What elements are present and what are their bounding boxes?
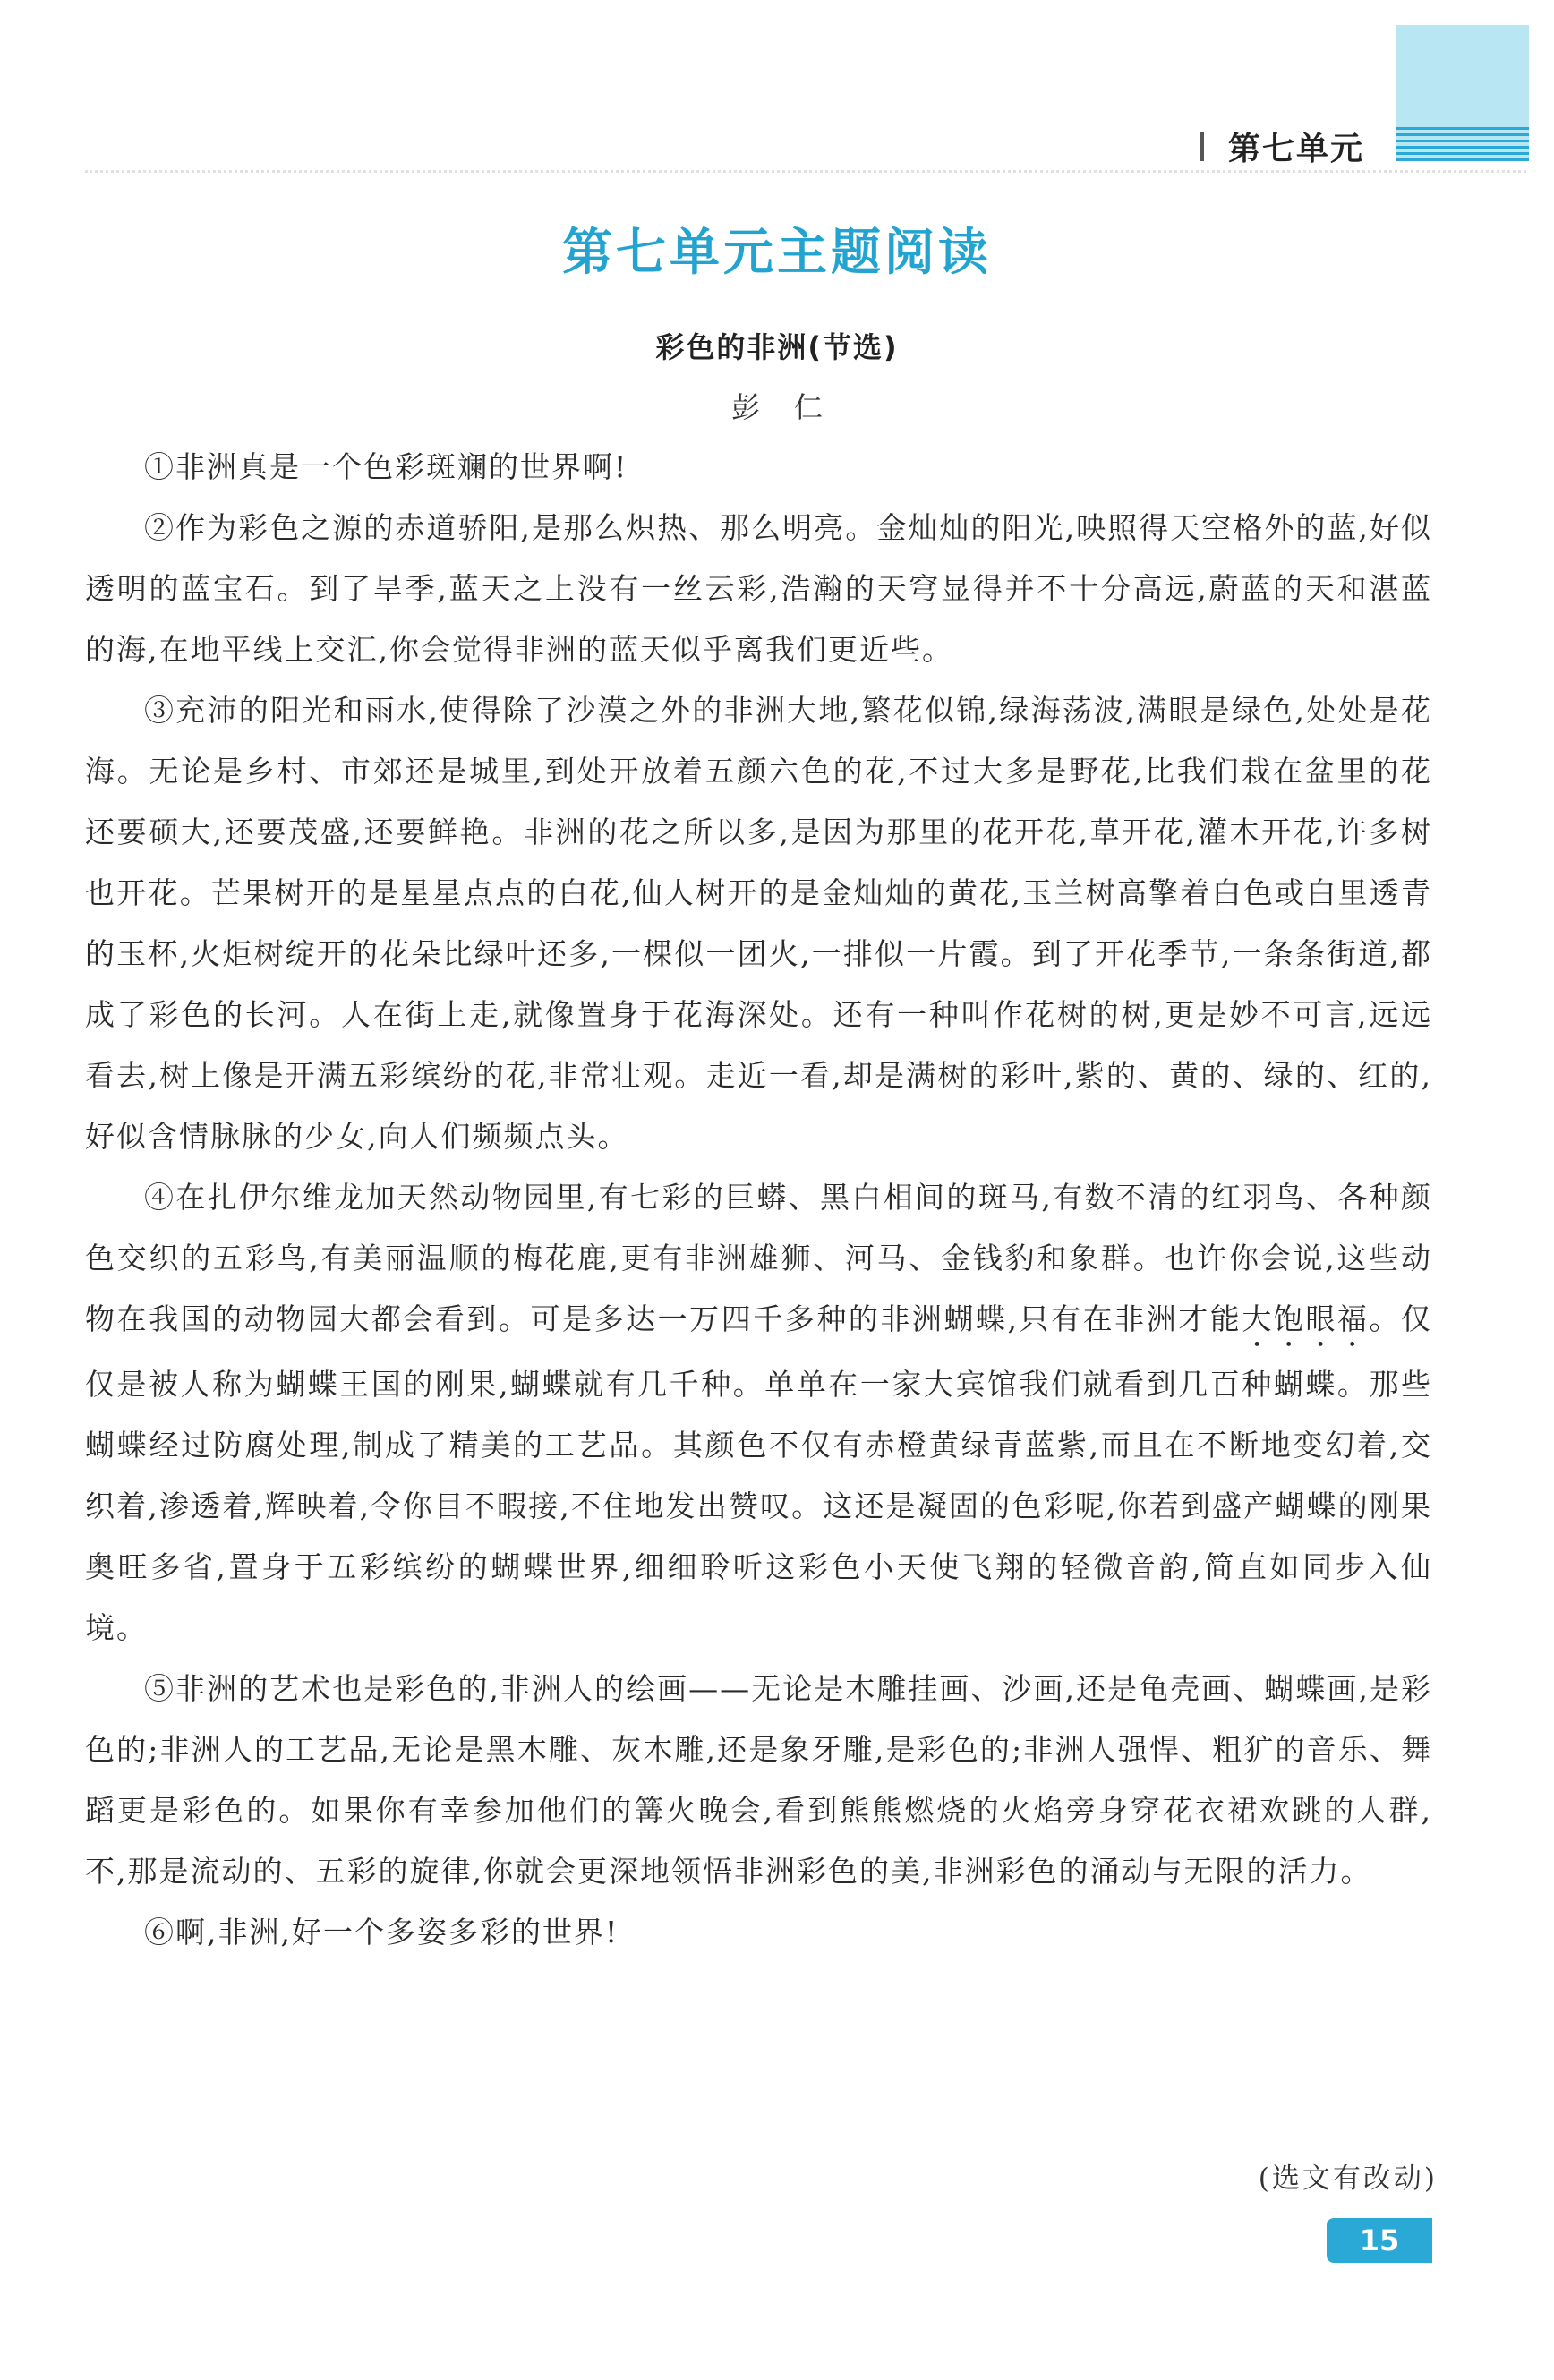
article-title: 彩色的非洲(节选): [655, 330, 899, 364]
paragraph-4-part-2: 。仅仅是被人称为蝴蝶王国的刚果,蝴蝶就有几千种。单单在一家大宾馆我们就看到几百种蝴蝶。那些蝴蝶经过防腐处理,制成了精美的工艺品。其颜色不仅有赤橙黄绿青蓝紫,而且在不断地变幻着,交织着,渗透着,辉映着,令你目不暇接,不住地发出赞叹。这还是凝固的色彩呢,你若到盛产蝴蝶的刚果奥旺多省,置身于五彩缤纷的蝴蝶世界,细细聆听这彩色小天使飞翔的轻微音韵,简直如同步入仙境。: [85, 1301, 1433, 1645]
header-divider: [1200, 132, 1204, 161]
article-body: [85, 437, 1432, 1963]
paragraph-5: ⑤非洲的艺术也是彩色的,非洲人的绘画——无论是木雕挂画、沙画,还是龟壳画、蝴蝶画,是彩色的;非洲人的工艺品,无论是黑木雕、灰木雕,还是象牙雕,是彩色的;非洲人强悍、粗犷的音乐、舞蹈更是彩色的。如果你有幸参加他们的篝火晚会,看到熊熊燃烧的火焰旁身穿花衣裙欢跳的人群,不,那是流动的、五彩的旋律,你就会更深地领悟非洲彩色的美,非洲彩色的涌动与无限的活力。: [85, 1671, 1432, 1889]
paragraph-6: ⑥啊,非洲,好一个多姿多彩的世界!: [144, 1915, 619, 1949]
source-note: (选文有改动): [1258, 2162, 1438, 2195]
page-number: 15: [1359, 2223, 1400, 2257]
corner-stripes: [1396, 127, 1529, 161]
paragraph-4: [85, 1167, 1432, 1659]
header-rule: [85, 170, 1526, 173]
paragraph-3: ③充沛的阳光和雨水,使得除了沙漠之外的非洲大地,繁花似锦,绿海荡波,满眼是绿色,处处是花海。无论是乡村、市郊还是城里,到处开放着五颜六色的花,不过大多是野花,比我们栽在盆里的花还要硕大,还要茂盛,还要鲜艳。非洲的花之所以多,是因为那里的花开花,草开花,灌木开花,许多树也开花。芒果树开的是星星点点的白花,仙人树开的是金灿灿的黄花,玉兰树高擎着白色或白里透青的玉杯,火炬树绽开的花朵比绿叶还多,一棵似一团火,一排似一片霞。到了开花季节,一条条街道,都成了彩色的长河。人在街上走,就像置身于花海深处。还有一种叫作花树的树,更是妙不可言,远远看去,树上像是开满五彩缤纷的花,非常壮观。走近一看,却是满树的彩叶,紫的、黄的、绿的、红的,好似含情脉脉的少女,向人们频频点头。: [85, 693, 1432, 1154]
emphasized-phrase: 大饱眼福: [1242, 1301, 1370, 1336]
paragraph-1: ①非洲真是一个色彩斑斓的世界啊!: [144, 449, 628, 484]
article-author: 彭仁: [730, 390, 857, 424]
page-title: 第七单元主题阅读: [562, 224, 992, 282]
paragraph-2: ②作为彩色之源的赤道骄阳,是那么炽热、那么明亮。金灿灿的阳光,映照得天空格外的蓝,好似透明的蓝宝石。到了旱季,蓝天之上没有一丝云彩,浩瀚的天穹显得并不十分高远,蔚蓝的天和湛蓝的海,在地平线上交汇,你会觉得非洲的蓝天似乎离我们更近些。: [85, 510, 1432, 667]
unit-label: 第七单元: [1228, 131, 1365, 167]
paragraph-4-part-1: ④在扎伊尔维龙加天然动物园里,有七彩的巨蟒、黑白相间的斑马,有数不清的红羽鸟、各种颜色交织的五彩鸟,有美丽温顺的梅花鹿,更有非洲雄狮、河马、金钱豹和象群。也许你会说,这些动物在我国的动物园大都会看到。可是多达一万四千多种的非洲蝴蝶,只有在非洲才能: [85, 1180, 1432, 1336]
